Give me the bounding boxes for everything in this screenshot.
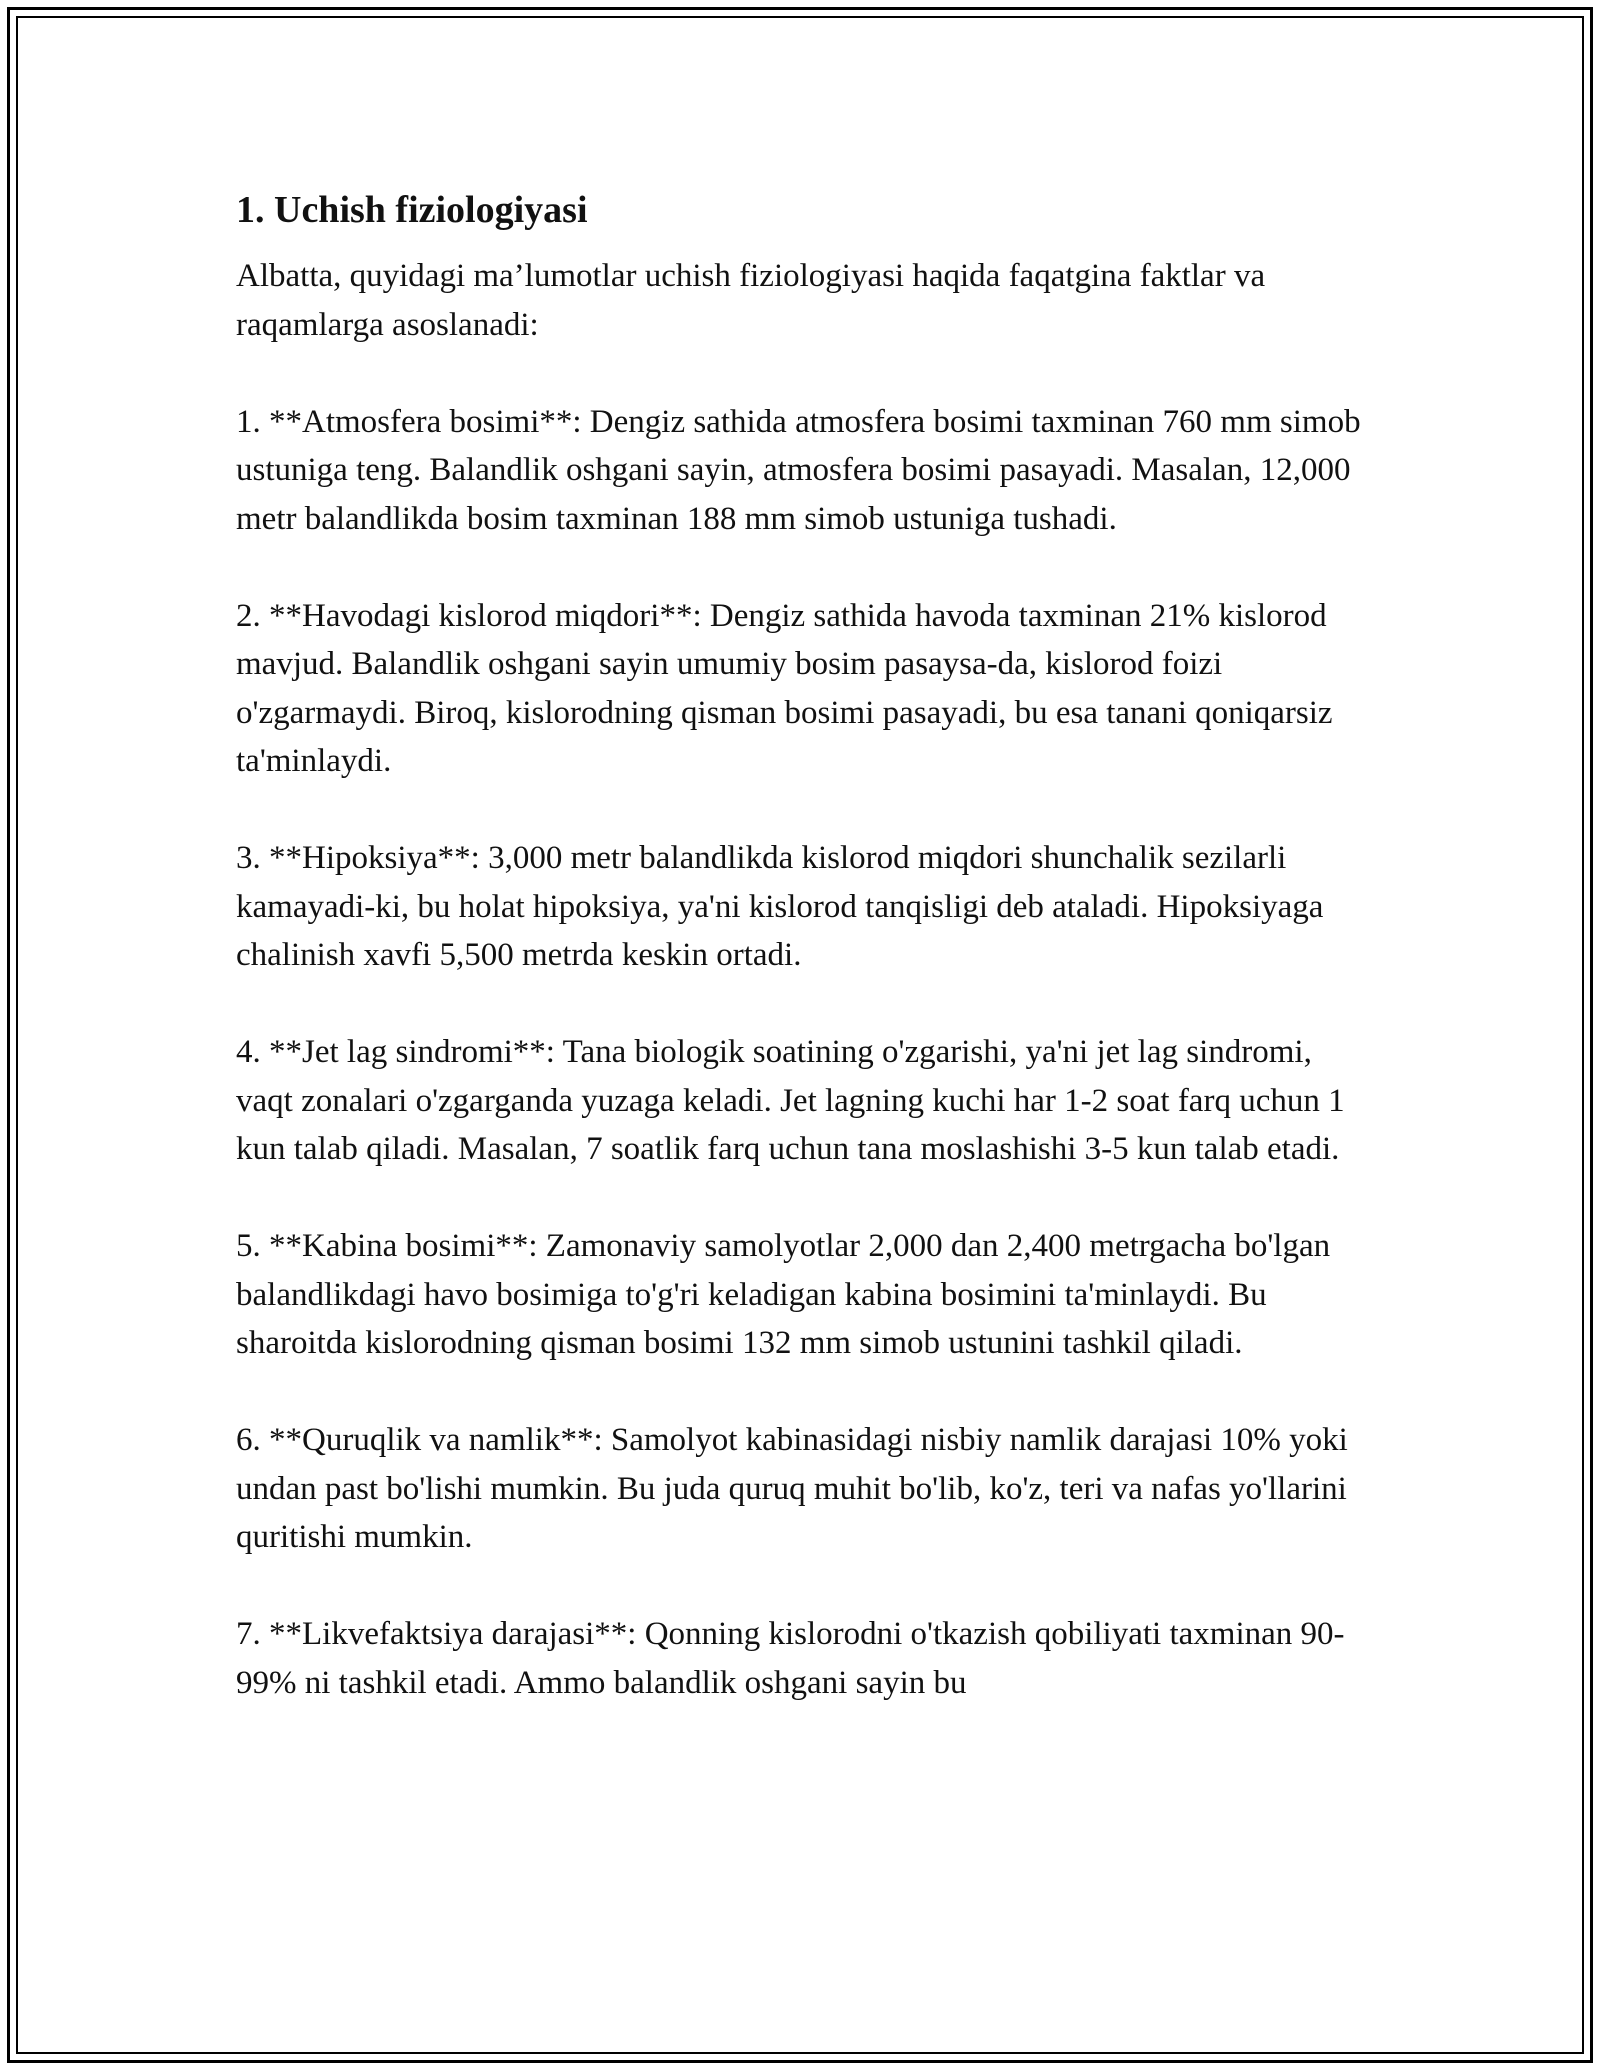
document-body xyxy=(236,186,1366,1756)
list-item-quruqlik-namlik: 6. **Quruqlik va namlik**: Samolyot kabinasidagi nisbiy namlik darajasi 10% yoki undan past bo'lishi mumkin. Bu juda quruq muhit bo'lib, ko'z, teri va nafas yo'llarini quritishi mumkin. xyxy=(236,1422,1348,1555)
page-title: 1. Uchish fiziologiyasi xyxy=(236,189,588,231)
list-item-kabina-bosimi: 5. **Kabina bosimi**: Zamonaviy samolyotlar 2,000 dan 2,400 metrgacha bo'lgan balandlikdagi havo bosimiga to'g'ri keladigan kabina bosimini ta'minlaydi. Bu sharoitda kislorodning qisman bosimi 132 mm simob ustunini tashkil qiladi. xyxy=(236,1228,1331,1361)
list-item-atmosfera-bosimi: 1. **Atmosfera bosimi**: Dengiz sathida atmosfera bosimi taxminan 760 mm simob ustuniga teng. Balandlik oshgani sayin, atmosfera bosimi pasayadi. Masalan, 12,000 metr balandlikda bosim taxminan 188 mm simob ustuniga tushadi. xyxy=(236,403,1361,537)
intro-paragraph: Albatta, quyidagi ma’lumotlar uchish fiziologiyasi haqida faqatgina faktlar va raqamlarga asoslanadi: xyxy=(236,258,1266,343)
list-item-hipoksiya: 3. **Hipoksiya**: 3,000 metr balandlikda kislorod miqdori shunchalik sezilarli kamayadi-ki, bu holat hipoksiya, ya'ni kislorod tanqisligi deb ataladi. Hipoksiyaga chalinish xavfi 5,500 metrda keskin ortadi. xyxy=(236,840,1324,973)
list-item-havodagi-kislorod: 2. **Havodagi kislorod miqdori**: Dengiz sathida havoda taxminan 21% kislorod mavjud. Balandlik oshgani sayin umumiy bosim pasaysa-da, kislorod foizi o'zgarmaydi. Biroq, kislorodning qisman bosimi pasayadi, bu esa tanani qoniqarsiz ta'minlaydi. xyxy=(236,597,1333,779)
list-item-likvefaktsiya: 7. **Likvefaktsiya darajasi**: Qonning kislorodni o'tkazish qobiliyati taxminan 90-99% ni tashkil etadi. Ammo balandlik oshgani sayin bu xyxy=(236,1616,1345,1701)
list-item-jet-lag: 4. **Jet lag sindromi**: Tana biologik soatining o'zgarishi, ya'ni jet lag sindromi, vaqt zonalari o'zgarganda yuzaga keladi. Jet lagning kuchi har 1-2 soat farq uchun 1 kun talab qiladi. Masalan, 7 soatlik farq uchun tana moslashishi 3-5 kun talab etadi. xyxy=(236,1034,1345,1167)
